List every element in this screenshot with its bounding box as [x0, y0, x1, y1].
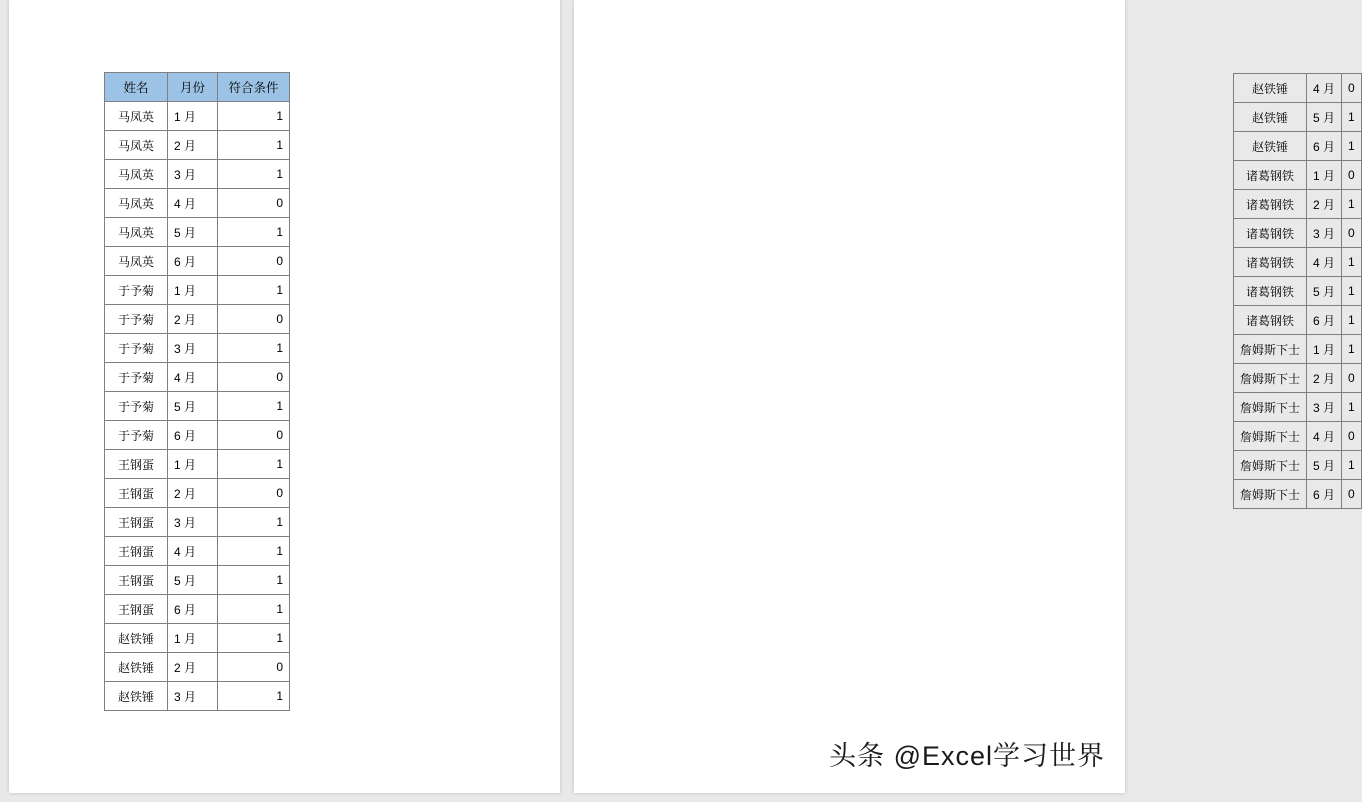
cell-month: 6 月 — [168, 247, 218, 276]
table-row — [105, 653, 290, 682]
cell-month: 1 月 — [168, 276, 218, 305]
table-row — [105, 624, 290, 653]
cell-condition: 1 — [1342, 451, 1362, 480]
table-row — [105, 450, 290, 479]
cell-month: 1 月 — [168, 624, 218, 653]
cell-name: 詹姆斯下士 — [1234, 364, 1307, 393]
cell-name: 赵铁锤 — [1234, 74, 1307, 103]
cell-name: 赵铁锤 — [105, 624, 168, 653]
table-row — [1234, 132, 1362, 161]
table-body — [1234, 74, 1362, 509]
cell-condition: 1 — [1342, 103, 1362, 132]
table-body — [105, 102, 290, 711]
cell-name: 诸葛钢铁 — [1234, 277, 1307, 306]
cell-month: 2 月 — [168, 479, 218, 508]
cell-month: 6 月 — [168, 421, 218, 450]
cell-month: 3 月 — [168, 334, 218, 363]
cell-condition: 0 — [218, 479, 290, 508]
cell-condition: 1 — [218, 450, 290, 479]
cell-condition: 1 — [218, 537, 290, 566]
table-row — [105, 102, 290, 131]
cell-month: 5 月 — [168, 566, 218, 595]
column-header-month: 月份 — [168, 73, 218, 102]
cell-name: 诸葛钢铁 — [1234, 190, 1307, 219]
watermark-text: 头条 @Excel学习世界 — [829, 741, 1105, 771]
cell-name: 马凤英 — [105, 189, 168, 218]
table-row — [1234, 190, 1362, 219]
document-page-1 — [9, 0, 560, 793]
cell-name: 于予菊 — [105, 334, 168, 363]
cell-condition: 1 — [218, 131, 290, 160]
cell-name: 王钢蛋 — [105, 450, 168, 479]
cell-month: 4 月 — [168, 189, 218, 218]
cell-name: 赵铁锤 — [105, 653, 168, 682]
table-row — [1234, 393, 1362, 422]
table-row — [105, 334, 290, 363]
table-row — [105, 363, 290, 392]
table-row — [105, 566, 290, 595]
table-row — [1234, 74, 1362, 103]
cell-condition: 1 — [218, 682, 290, 711]
cell-month: 3 月 — [1307, 219, 1342, 248]
cell-month: 6 月 — [1307, 480, 1342, 509]
cell-name: 于予菊 — [105, 305, 168, 334]
table-row — [1234, 451, 1362, 480]
table-row — [1234, 277, 1362, 306]
cell-name: 马凤英 — [105, 160, 168, 189]
table-row — [1234, 480, 1362, 509]
table-row — [105, 508, 290, 537]
cell-name: 赵铁锤 — [1234, 103, 1307, 132]
cell-month: 6 月 — [1307, 306, 1342, 335]
table-header — [105, 73, 290, 102]
cell-month: 4 月 — [1307, 422, 1342, 451]
cell-condition: 0 — [1342, 74, 1362, 103]
cell-month: 3 月 — [1307, 393, 1342, 422]
table-row — [105, 189, 290, 218]
cell-condition: 1 — [218, 392, 290, 421]
cell-month: 5 月 — [1307, 277, 1342, 306]
cell-month: 6 月 — [168, 595, 218, 624]
column-header-name: 姓名 — [105, 73, 168, 102]
cell-month: 5 月 — [168, 392, 218, 421]
cell-condition: 1 — [1342, 335, 1362, 364]
table-row — [1234, 103, 1362, 132]
cell-condition: 1 — [218, 624, 290, 653]
column-header-condition: 符合条件 — [218, 73, 290, 102]
cell-name: 于予菊 — [105, 363, 168, 392]
cell-name: 詹姆斯下士 — [1234, 480, 1307, 509]
cell-condition: 0 — [1342, 480, 1362, 509]
table-row — [1234, 422, 1362, 451]
cell-name: 詹姆斯下士 — [1234, 451, 1307, 480]
cell-name: 詹姆斯下士 — [1234, 393, 1307, 422]
cell-condition: 1 — [1342, 277, 1362, 306]
cell-name: 詹姆斯下士 — [1234, 335, 1307, 364]
cell-condition: 1 — [1342, 306, 1362, 335]
cell-month: 2 月 — [168, 131, 218, 160]
cell-condition: 0 — [1342, 364, 1362, 393]
cell-month: 5 月 — [1307, 451, 1342, 480]
cell-month: 4 月 — [168, 537, 218, 566]
table-row — [1234, 248, 1362, 277]
cell-condition: 1 — [218, 160, 290, 189]
cell-condition: 1 — [1342, 248, 1362, 277]
cell-name: 马凤英 — [105, 102, 168, 131]
data-table-page-2 — [1233, 73, 1362, 509]
table-row — [1234, 335, 1362, 364]
table-row — [105, 537, 290, 566]
cell-name: 马凤英 — [105, 247, 168, 276]
table-row — [105, 218, 290, 247]
cell-condition: 1 — [218, 595, 290, 624]
cell-name: 于予菊 — [105, 421, 168, 450]
table-row — [1234, 219, 1362, 248]
cell-month: 2 月 — [168, 653, 218, 682]
cell-condition: 0 — [218, 305, 290, 334]
table-row — [105, 131, 290, 160]
cell-month: 5 月 — [168, 218, 218, 247]
table-row — [1234, 364, 1362, 393]
cell-name: 王钢蛋 — [105, 479, 168, 508]
cell-name: 马凤英 — [105, 131, 168, 160]
cell-condition: 1 — [218, 566, 290, 595]
cell-month: 4 月 — [168, 363, 218, 392]
cell-condition: 0 — [218, 247, 290, 276]
cell-month: 2 月 — [1307, 190, 1342, 219]
cell-condition: 0 — [218, 363, 290, 392]
cell-name: 诸葛钢铁 — [1234, 161, 1307, 190]
cell-condition: 1 — [1342, 132, 1362, 161]
cell-month: 3 月 — [168, 682, 218, 711]
table-row — [105, 276, 290, 305]
cell-condition: 0 — [1342, 422, 1362, 451]
table-row — [105, 421, 290, 450]
cell-month: 2 月 — [168, 305, 218, 334]
cell-month: 3 月 — [168, 508, 218, 537]
table-row — [1234, 306, 1362, 335]
cell-month: 1 月 — [1307, 161, 1342, 190]
table-row — [105, 682, 290, 711]
cell-name: 于予菊 — [105, 276, 168, 305]
table-row — [105, 595, 290, 624]
cell-name: 王钢蛋 — [105, 537, 168, 566]
table-row — [105, 160, 290, 189]
table-row — [105, 305, 290, 334]
cell-name: 马凤英 — [105, 218, 168, 247]
document-page-2 — [574, 0, 1355, 793]
table-row — [105, 479, 290, 508]
table-row — [105, 392, 290, 421]
cell-month: 1 月 — [168, 450, 218, 479]
cell-condition: 0 — [1342, 219, 1362, 248]
cell-month: 4 月 — [1307, 248, 1342, 277]
cell-condition: 0 — [1342, 161, 1362, 190]
cell-month: 2 月 — [1307, 364, 1342, 393]
cell-name: 赵铁锤 — [105, 682, 168, 711]
table-header-row — [105, 73, 290, 102]
cell-condition: 1 — [218, 218, 290, 247]
data-table-page-1 — [104, 72, 290, 711]
cell-condition: 1 — [218, 334, 290, 363]
cell-name: 詹姆斯下士 — [1234, 422, 1307, 451]
cell-condition: 1 — [218, 102, 290, 131]
cell-name: 诸葛钢铁 — [1234, 306, 1307, 335]
cell-name: 王钢蛋 — [105, 595, 168, 624]
cell-month: 4 月 — [1307, 74, 1342, 103]
cell-name: 于予菊 — [105, 392, 168, 421]
cell-name: 诸葛钢铁 — [1234, 248, 1307, 277]
cell-condition: 0 — [218, 189, 290, 218]
table-row — [1234, 161, 1362, 190]
cell-condition: 1 — [1342, 190, 1362, 219]
cell-name: 诸葛钢铁 — [1234, 219, 1307, 248]
table-row — [105, 247, 290, 276]
cell-month: 6 月 — [1307, 132, 1342, 161]
cell-month: 1 月 — [1307, 335, 1342, 364]
cell-condition: 1 — [1342, 393, 1362, 422]
cell-condition: 1 — [218, 508, 290, 537]
cell-month: 1 月 — [168, 102, 218, 131]
cell-name: 王钢蛋 — [105, 566, 168, 595]
cell-condition: 1 — [218, 276, 290, 305]
cell-condition: 0 — [218, 653, 290, 682]
cell-name: 赵铁锤 — [1234, 132, 1307, 161]
cell-name: 王钢蛋 — [105, 508, 168, 537]
cell-month: 5 月 — [1307, 103, 1342, 132]
cell-month: 3 月 — [168, 160, 218, 189]
cell-condition: 0 — [218, 421, 290, 450]
